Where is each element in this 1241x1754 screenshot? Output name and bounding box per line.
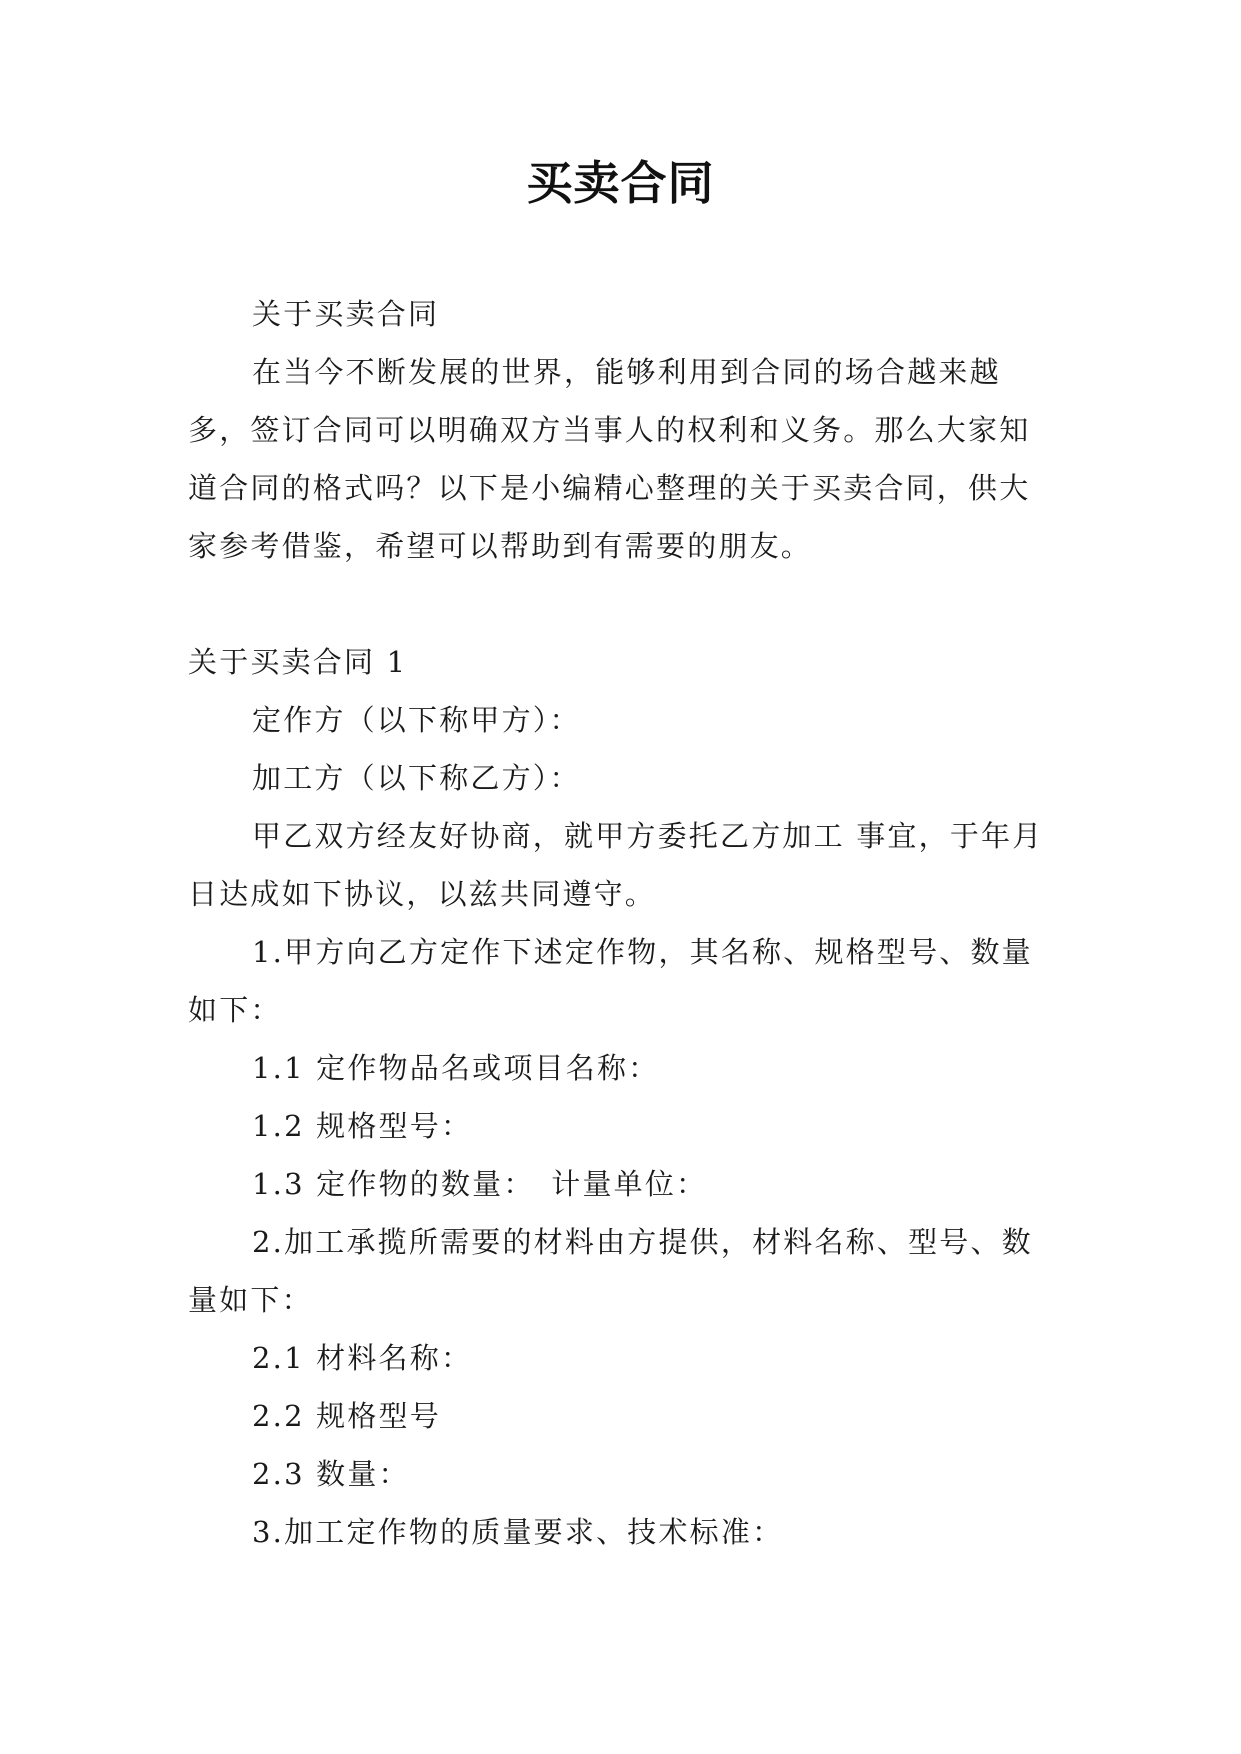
clause-2-1: 2.1 材料名称：: [252, 1341, 473, 1375]
clause-2-3: 2.3 数量：: [252, 1457, 410, 1491]
document-body: [188, 285, 1058, 1561]
clause-1: 1.甲方向乙方定作下述定作物，其名称、规格型号、数量如下：: [188, 935, 1033, 1027]
clause-1-1: 1.1 定作物品名或项目名称：: [252, 1051, 660, 1085]
clause-1-3: 1.3 定作物的数量： 计量单位：: [252, 1167, 708, 1201]
paragraph-gap: [188, 575, 1058, 633]
document-title: 买卖合同: [526, 156, 715, 210]
agreement-intro: 甲乙双方经友好协商，就甲方委托乙方加工 事宜，于年月日达成如下协议，以兹共同遵守。: [188, 819, 1044, 911]
party-a-line: 定作方（以下称甲方）：: [252, 703, 581, 737]
clause-1-2: 1.2 规格型号：: [252, 1109, 473, 1143]
party-b-line: 加工方（以下称乙方）：: [252, 761, 581, 795]
clause-2-2: 2.2 规格型号: [252, 1399, 441, 1433]
clause-2: 2.加工承揽所需要的材料由方提供，材料名称、型号、数量如下：: [188, 1225, 1033, 1317]
intro-heading: 关于买卖合同: [252, 297, 440, 331]
intro-paragraph: 在当今不断发展的世界，能够利用到合同的场合越来越多，签订合同可以明确双方当事人的权利和义务。那么大家知道合同的格式吗？以下是小编精心整理的关于买卖合同，供大家参考借鉴，希望可以帮助到有需要的朋友。: [188, 355, 1031, 563]
clause-3: 3.加工定作物的质量要求、技术标准：: [252, 1515, 784, 1549]
section-heading: 关于买卖合同 1: [188, 645, 408, 679]
